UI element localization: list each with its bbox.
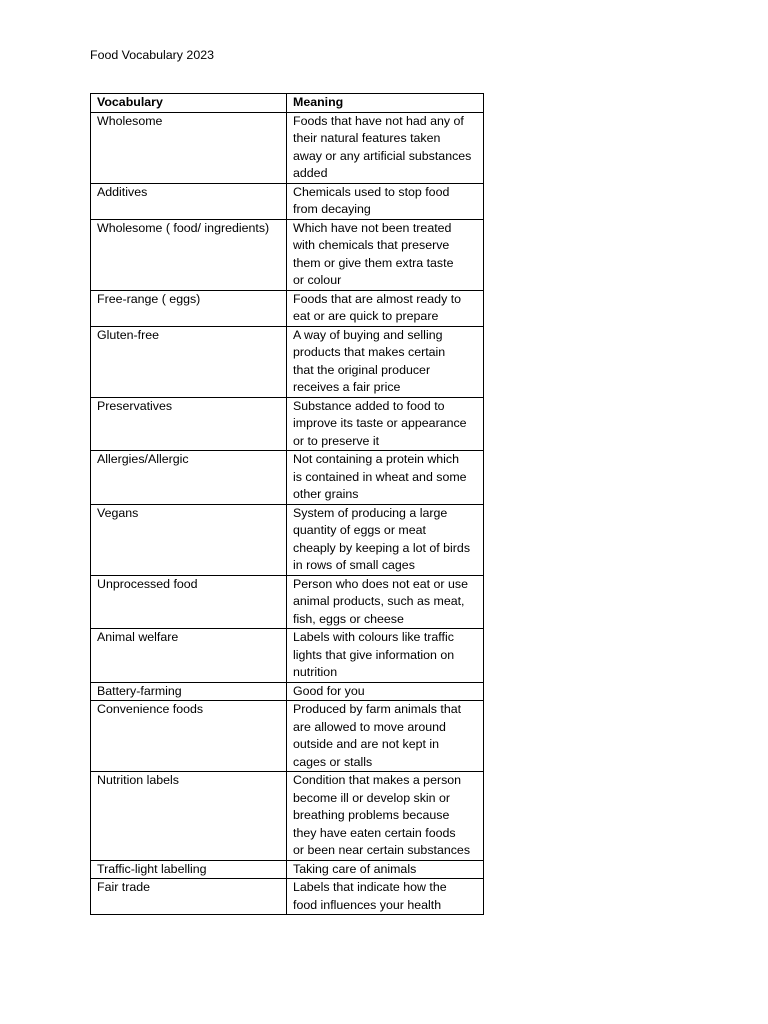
meaning-cell: [287, 701, 484, 772]
vocabulary-term: Gluten-free: [97, 327, 159, 342]
table-header-row: [91, 94, 484, 113]
vocabulary-term: Convenience foods: [97, 702, 204, 716]
vocabulary-term-cell: [91, 183, 287, 219]
meaning-text-line: Good for you: [293, 683, 365, 698]
meaning-text-line: Chemicals used to stop food: [293, 184, 450, 199]
meaning-text-line: Foods that have not had any of: [293, 113, 464, 128]
meaning-text-line: products that makes certain: [293, 345, 446, 359]
table-row: [91, 451, 484, 505]
meaning-text-line: in rows of small cages: [293, 558, 415, 572]
table-row: [91, 397, 484, 451]
vocabulary-term: Animal welfare: [97, 630, 179, 644]
vocabulary-term: Preservatives: [97, 398, 173, 413]
vocabulary-term: Battery-farming: [97, 683, 182, 698]
table-row: [91, 701, 484, 772]
vocabulary-term-cell: [91, 451, 287, 505]
vocabulary-table: [90, 93, 484, 915]
meaning-text-line: nutrition: [293, 665, 338, 679]
meaning-text-line: that the original producer: [293, 362, 431, 377]
document-title: Food Vocabulary 2023: [90, 48, 214, 62]
meaning-text-line: Which have not been treated: [293, 220, 452, 235]
column-header-vocabulary: Vocabulary: [91, 94, 287, 113]
vocabulary-term: Wholesome ( food/ ingredients): [97, 220, 270, 235]
meaning-text-line: Not containing a protein which: [293, 452, 459, 466]
meaning-text-line: away or any artificial substances: [293, 148, 472, 163]
vocabulary-term-cell: [91, 504, 287, 575]
meaning-text-line: Foods that are almost ready to: [293, 291, 462, 306]
meaning-text-line: fish, eggs or cheese: [293, 611, 404, 626]
table-row: [91, 219, 484, 290]
meaning-text-line: A way of buying and selling: [293, 327, 443, 342]
meaning-text-line: they have eaten certain foods: [293, 825, 456, 840]
meaning-text-line: or to preserve it: [293, 433, 380, 448]
vocabulary-term-cell: [91, 629, 287, 683]
meaning-text-line: or been near certain substances: [293, 843, 471, 857]
meaning-text-line: are allowed to move around: [293, 719, 446, 734]
vocabulary-term: Allergies/Allergic: [97, 452, 189, 466]
meaning-text-line: with chemicals that preserve: [293, 238, 450, 252]
meaning-text-line: food influences your health: [293, 897, 442, 912]
meaning-text-line: or colour: [293, 273, 342, 287]
meaning-text-line: cages or stalls: [293, 754, 373, 769]
vocabulary-term-cell: [91, 290, 287, 326]
meaning-text-line: them or give them extra taste: [293, 255, 454, 270]
table-row: [91, 879, 484, 915]
meaning-text-line: lights that give information on: [293, 647, 455, 662]
vocabulary-term-cell: [91, 682, 287, 701]
meaning-text-line: Produced by farm animals that: [293, 702, 462, 716]
meaning-cell: [287, 879, 484, 915]
table-row: [91, 290, 484, 326]
meaning-text-line: System of producing a large: [293, 505, 448, 520]
vocabulary-term-cell: [91, 860, 287, 879]
vocabulary-term: Free-range ( eggs): [97, 291, 201, 306]
meaning-cell: [287, 397, 484, 451]
meaning-text-line: Person who does not eat or use: [293, 576, 468, 591]
meaning-text-line: Labels that indicate how the: [293, 880, 447, 894]
meaning-cell: [287, 183, 484, 219]
vocabulary-term-cell: [91, 575, 287, 629]
meaning-text-line: from decaying: [293, 202, 371, 216]
meaning-text-line: improve its taste or appearance: [293, 416, 467, 430]
meaning-text-line: outside and are not kept in: [293, 737, 440, 751]
vocabulary-term-cell: [91, 701, 287, 772]
table-row: [91, 682, 484, 701]
meaning-text-line: is contained in wheat and some: [293, 469, 467, 484]
meaning-text-line: animal products, such as meat,: [293, 594, 465, 608]
table-row: [91, 504, 484, 575]
vocabulary-term-cell: [91, 326, 287, 397]
table-row: [91, 629, 484, 683]
table-row: [91, 183, 484, 219]
table-row: [91, 860, 484, 879]
meaning-text-line: other grains: [293, 487, 359, 501]
vocabulary-term: Additives: [97, 184, 148, 199]
meaning-text-line: added: [293, 166, 328, 180]
table-row: [91, 772, 484, 861]
meaning-text-line: eat or are quick to prepare: [293, 309, 439, 323]
meaning-text-line: Substance added to food to: [293, 398, 445, 413]
table-row: [91, 326, 484, 397]
column-header-meaning: Meaning: [287, 94, 484, 113]
meaning-text-line: become ill or develop skin or: [293, 790, 451, 805]
vocabulary-term-cell: [91, 772, 287, 861]
vocabulary-term-cell: [91, 219, 287, 290]
vocabulary-term-cell: [91, 879, 287, 915]
meaning-cell: [287, 575, 484, 629]
meaning-cell: [287, 451, 484, 505]
vocabulary-term: Fair trade: [97, 880, 151, 894]
meaning-text-line: Labels with colours like traffic: [293, 630, 454, 644]
meaning-cell: [287, 504, 484, 575]
meaning-cell: [287, 629, 484, 683]
vocabulary-term-cell: [91, 112, 287, 183]
meaning-cell: [287, 112, 484, 183]
meaning-text-line: their natural features taken: [293, 131, 441, 145]
meaning-cell: [287, 860, 484, 879]
vocabulary-term: Wholesome: [97, 113, 163, 128]
meaning-text-line: cheaply by keeping a lot of birds: [293, 540, 471, 555]
vocabulary-term: Nutrition labels: [97, 773, 179, 787]
vocabulary-term: Unprocessed food: [97, 576, 198, 591]
meaning-cell: [287, 772, 484, 861]
meaning-text-line: Condition that makes a person: [293, 773, 462, 787]
table-row: [91, 112, 484, 183]
meaning-text-line: receives a fair price: [293, 380, 401, 394]
meaning-cell: [287, 326, 484, 397]
table-body: [91, 112, 484, 915]
meaning-cell: [287, 290, 484, 326]
meaning-cell: [287, 682, 484, 701]
meaning-text-line: quantity of eggs or meat: [293, 523, 426, 537]
meaning-text-line: breathing problems because: [293, 808, 450, 822]
meaning-cell: [287, 219, 484, 290]
vocabulary-term: Vegans: [97, 505, 139, 520]
vocabulary-term: Traffic-light labelling: [97, 861, 207, 876]
vocabulary-term-cell: [91, 397, 287, 451]
table-row: [91, 575, 484, 629]
meaning-text-line: Taking care of animals: [293, 861, 417, 876]
